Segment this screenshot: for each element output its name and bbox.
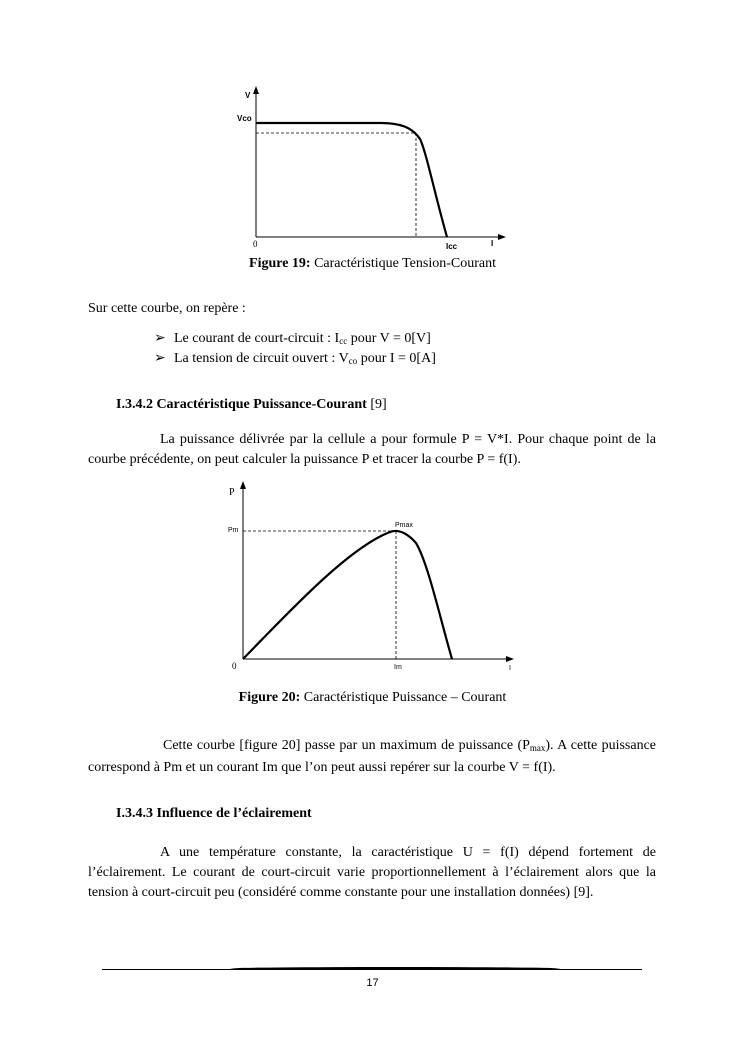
fig20-axis-y-label: P bbox=[229, 487, 235, 498]
bullet-icc-sub: cc bbox=[339, 336, 348, 346]
bullet-icc-text: Le courant de court-circuit : I bbox=[174, 331, 340, 346]
section-heading-title: I.3.4.2 Caractéristique Puissance-Courant bbox=[116, 397, 367, 412]
fig20-im-label: Im bbox=[394, 664, 402, 671]
bullet-vco-sub: co bbox=[348, 356, 358, 366]
bullet-vco bbox=[154, 350, 436, 367]
bullet-arrow-icon: ➢ bbox=[154, 351, 166, 366]
paragraph-pmax-end: ). A cette puissance correspond à Pm et un courant Im que l’on peut aussi repérer sur la courbe V = f(I). bbox=[88, 738, 656, 775]
paragraph-pmax-start: Cette courbe [figure 20] passe par un maximum de puissance (P bbox=[163, 738, 530, 753]
fig19-vco-label: Vco bbox=[237, 114, 252, 123]
bullet-icc-condition: pour V = 0[V] bbox=[347, 331, 431, 346]
figure-19-chart bbox=[230, 85, 510, 255]
figure-19-caption-number: Figure 19: bbox=[249, 256, 311, 271]
bullet-icc bbox=[154, 330, 431, 347]
paragraph-pmax bbox=[88, 736, 656, 778]
fig20-axis-x-label: I bbox=[509, 665, 511, 672]
fig19-iv-curve bbox=[256, 123, 447, 237]
paragraph-power-formula: La puissance délivrée par la cellule a pour formule P = V*I. Pour chaque point de la courbe précédente, on peut calculer la puissance P et tracer la courbe P = f(I). bbox=[88, 432, 656, 467]
figure-20-caption-number: Figure 20: bbox=[238, 690, 301, 705]
paragraph-pmax-sub: max bbox=[529, 743, 546, 753]
bullet-arrow-icon: ➢ bbox=[154, 331, 166, 346]
footer-rule-accent bbox=[230, 967, 560, 970]
fig20-pmax-label: Pmax bbox=[395, 522, 413, 529]
fig20-origin-label: 0 bbox=[232, 661, 237, 671]
bullet-vco-condition: pour I = 0[A] bbox=[357, 351, 436, 366]
section-heading-puissance-courant bbox=[116, 397, 387, 413]
fig20-y-arrow bbox=[240, 481, 246, 489]
figure-19-caption bbox=[0, 256, 745, 272]
fig20-x-arrow bbox=[506, 656, 514, 662]
fig19-y-arrow bbox=[253, 86, 259, 94]
bullet-vco-text: La tension de circuit ouvert : V bbox=[174, 351, 349, 366]
figure-20-caption bbox=[0, 690, 745, 706]
fig19-axis-y-label: V bbox=[245, 91, 251, 100]
intro-text: Sur cette courbe, on repère : bbox=[88, 301, 246, 316]
page-number: 17 bbox=[366, 977, 379, 989]
fig20-power-curve bbox=[243, 531, 452, 659]
fig19-x-arrow bbox=[498, 234, 506, 240]
paragraph-eclairement: A une température constante, la caractéristique U = f(I) dépend fortement de l’éclairement. Le courant de court-circuit varie proportionnellement à l’éclairement alors que la tension à court-circuit peu (considéré comme constante pour une installation données) [9]. bbox=[88, 845, 656, 900]
fig19-axis-x-label: I bbox=[491, 239, 494, 248]
fig20-pm-label: Pm bbox=[228, 527, 239, 534]
section-heading-ref: [9] bbox=[366, 397, 387, 412]
figure-20-caption-text: Caractéristique Puissance – Courant bbox=[300, 690, 507, 705]
fig19-icc-label: Icc bbox=[446, 242, 458, 251]
fig19-origin-label: 0 bbox=[253, 239, 258, 249]
section-heading-eclairement: I.3.4.3 Influence de l’éclairement bbox=[116, 806, 312, 821]
figure-19-caption-text: Caractéristique Tension-Courant bbox=[310, 256, 496, 271]
figure-20-chart bbox=[218, 478, 518, 678]
